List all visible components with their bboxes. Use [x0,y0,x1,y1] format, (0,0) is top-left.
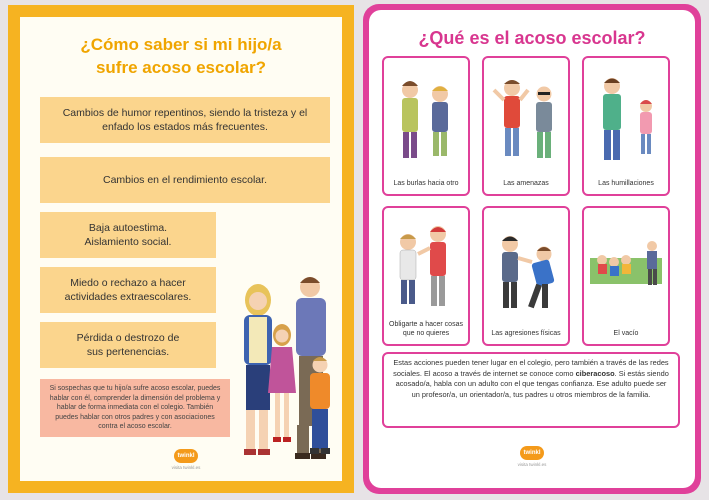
bullying-card-teasing [382,56,470,196]
symptom-box: Pérdida o destrozo de sus pertenencias. [40,322,216,368]
left-title-line-1: ¿Cómo saber si mi hijo/a [80,35,282,54]
bullying-card-coercion [382,206,470,346]
left-poster [8,5,354,493]
left-poster-inner [20,17,342,481]
twinkl-logo-tag: visita twinkl.es [517,462,547,467]
right-poster-title: ¿Qué es el acoso escolar? [418,28,646,48]
card-caption: El vacío [613,330,639,337]
twinkl-logo [166,449,206,475]
info-text-keyword: ciberacoso [575,368,615,378]
threats-illustration [488,64,564,168]
coercion-illustration [388,214,464,318]
bullying-card-threats [482,56,570,196]
card-caption: Las humillaciones [598,180,654,187]
left-title-line-2: sufre acoso escolar? [95,58,267,77]
teasing-illustration [388,64,464,168]
info-text-part1: Estas acciones pueden tener lugar en el colegio, pero también a través de las redes sociales. El acoso a través de internet se conoce como [393,358,669,378]
twinkl-logo-mark: twinkl [520,446,544,460]
bullying-card-humiliation [582,56,670,196]
bullying-card-exclusion [582,206,670,346]
twinkl-logo [512,446,552,472]
card-caption: Las agresiones físicas [491,330,561,337]
family-illustration [228,265,346,465]
twinkl-logo-tag: visita twinkl.es [171,465,201,470]
parent-advice-note [40,379,230,437]
symptom-box: Miedo o rechazo a hacer actividades extraescolares. [40,267,216,313]
exclusion-illustration [588,214,664,318]
card-caption: Obligarte a hacer cosas que no quieres [389,321,463,337]
card-caption: Las burlas hacia otro [393,180,459,187]
left-poster-title [20,33,342,79]
card-caption: Las amenazas [503,180,549,187]
humiliation-illustration [588,64,664,168]
cyberbullying-info-box [382,352,680,428]
symptom-box: Cambios de humor repentinos, siendo la tristeza y el enfado los estados más frecuentes. [40,97,330,143]
right-poster-inner [369,10,695,488]
twinkl-logo-mark: twinkl [174,449,198,463]
symptom-box: Baja autoestima. Aislamiento social. [40,212,216,258]
parent-advice-text: Si sospechas que tu hijo/a sufre acoso escolar, puedes hablar con él, comprender la dimensión del problema y hablar de forma inmediata con el colegio. También puedes hablar con otros padres y con asociaciones contra el acoso escolar. [49,385,221,431]
right-poster [363,4,701,494]
bullying-card-physical [482,206,570,346]
symptom-box: Cambios en el rendimiento escolar. [40,157,330,203]
info-text-part2: . Si estás siendo acosado/a, habla con un adulto con el que tengas confianza. Ese adulto puede ser un profesor/a, un orientador/a, tus padres u otros miembros de la familia. [395,368,669,399]
physical-aggression-illustration [488,214,564,318]
